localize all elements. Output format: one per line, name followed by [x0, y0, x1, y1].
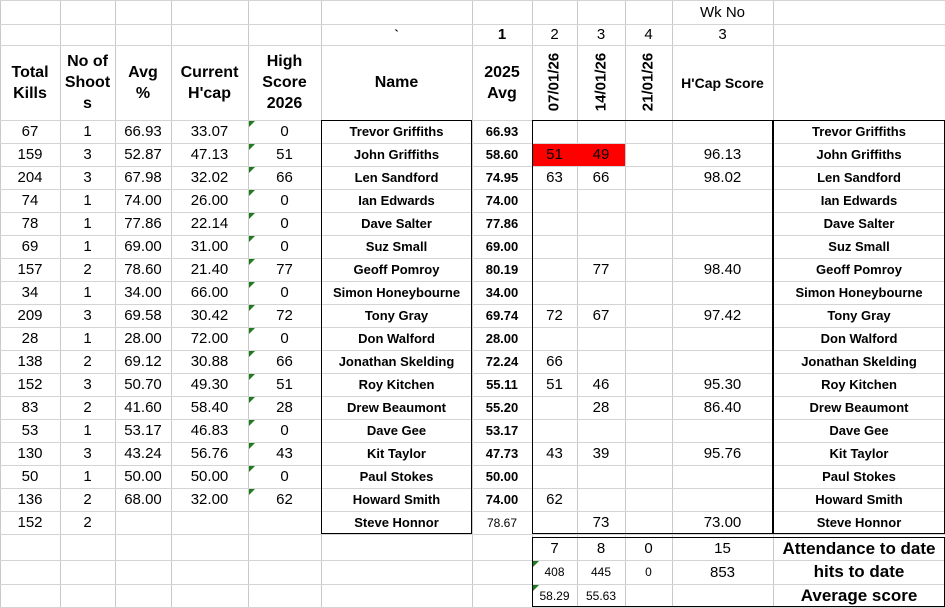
total-kills-cell: 69 [21, 238, 39, 255]
hcap-cell: 50.00 [190, 468, 229, 485]
week-3-score [625, 212, 672, 235]
avg-2025-cell: 50.00 [485, 469, 519, 484]
header-name: Name [374, 74, 419, 91]
player-name-right: Trevor Griffiths [812, 124, 906, 139]
week-2-score [577, 212, 625, 235]
header-total-kills-line: Kills [13, 84, 47, 102]
player-name: Ian Edwards [358, 193, 435, 208]
grid-hline [0, 0, 945, 1]
week-2-score: 67 [592, 307, 610, 324]
no-of-shoots-cell: 1 [83, 468, 92, 485]
total-kills-cell: 138 [17, 353, 43, 370]
hcap-score-cell: 98.40 [703, 261, 742, 278]
week-2-score: 28 [592, 399, 610, 416]
comment-marker [249, 190, 255, 196]
avg-cell: 41.60 [124, 399, 162, 416]
week-1-score [532, 465, 577, 488]
player-name: Trevor Griffiths [349, 124, 444, 139]
player-name-right: Kit Taylor [829, 446, 889, 461]
header-high-score-line: Score [262, 74, 307, 91]
total-kills-cell: 83 [21, 399, 39, 416]
hits-week-3: 0 [645, 565, 652, 579]
header-high-score [248, 45, 321, 120]
week-1-score: 43 [546, 445, 563, 462]
backtick-mark: ` [394, 27, 399, 42]
hits-week-1: 408 [544, 565, 565, 579]
hcap-score-cell: 95.30 [703, 376, 742, 393]
avg-2025-cell: 58.60 [485, 147, 519, 162]
player-name-right: Howard Smith [815, 492, 903, 507]
header-no-of-shoots-line: No of [67, 53, 108, 70]
week-3-score [625, 120, 672, 143]
high-score-cell: 0 [280, 123, 289, 140]
week-1-score: 51 [546, 146, 563, 163]
player-name-right: Steve Honnor [816, 515, 902, 530]
average-week-2: 55.63 [585, 588, 617, 603]
comment-marker [533, 561, 539, 567]
week-2-score [577, 488, 625, 511]
avg-cell: 50.70 [124, 376, 162, 393]
avg-cell: 69.58 [124, 307, 162, 324]
player-name-right: Paul Stokes [822, 469, 896, 484]
high-score-cell: 0 [280, 238, 289, 255]
hcap-score-cell [672, 419, 773, 442]
hcap-cell: 32.00 [190, 491, 229, 508]
average-label: Average score [800, 585, 918, 605]
hcap-score-cell [672, 120, 773, 143]
hcap-score-cell: 95.76 [703, 445, 742, 462]
avg-2025-cell: 74.00 [485, 193, 519, 208]
avg-2025-cell: 78.67 [486, 515, 518, 530]
player-name-right: Simon Honeybourne [795, 285, 923, 300]
no-of-shoots-cell: 3 [83, 146, 92, 163]
avg-2025-cell: 80.19 [485, 262, 519, 277]
comment-marker [249, 466, 255, 472]
week-2-score: 77 [592, 261, 610, 278]
player-name: John Griffiths [353, 147, 440, 162]
no-of-shoots-cell: 2 [83, 491, 92, 508]
no-of-shoots-cell: 1 [83, 215, 92, 232]
col-index-5: 3 [718, 26, 727, 43]
comment-marker [249, 351, 255, 357]
player-name-right: Drew Beaumont [809, 400, 909, 415]
hcap-cell: 46.83 [190, 422, 229, 439]
avg-2025-cell: 74.00 [485, 492, 519, 507]
week-1-score [532, 281, 577, 304]
high-score-cell: 66 [276, 169, 293, 186]
high-score-cell: 0 [280, 422, 289, 439]
comment-marker [249, 213, 255, 219]
week-1-score [532, 396, 577, 419]
high-score-cell: 0 [280, 284, 289, 301]
total-kills-cell: 209 [17, 307, 43, 324]
hcap-cell: 30.42 [190, 307, 229, 324]
no-of-shoots-cell: 1 [83, 422, 92, 439]
week-2-score: 49 [592, 146, 610, 163]
week-3-score [625, 511, 672, 534]
week-2-score [577, 120, 625, 143]
hcap-cell: 30.88 [190, 353, 229, 370]
hcap-cell: 26.00 [190, 192, 229, 209]
no-of-shoots-cell: 2 [83, 261, 92, 278]
no-of-shoots-cell: 1 [83, 238, 92, 255]
attendance-total: 15 [714, 540, 731, 557]
week-3-score [625, 327, 672, 350]
player-name-right: Ian Edwards [820, 193, 898, 208]
hits-total: 853 [709, 563, 736, 581]
player-name: Drew Beaumont [347, 400, 446, 415]
week-3-score [625, 419, 672, 442]
week-2-score: 39 [592, 445, 610, 462]
hcap-score-cell [672, 350, 773, 373]
week-1-score: 63 [546, 169, 563, 186]
week-1-score: 51 [546, 376, 563, 393]
comment-marker [249, 236, 255, 242]
player-name: Suz Small [365, 239, 428, 254]
high-score-cell: 0 [280, 468, 289, 485]
week-1-score: 62 [546, 491, 563, 508]
total-kills-cell: 136 [17, 491, 43, 508]
hcap-cell: 47.13 [190, 146, 229, 163]
player-name-right: Len Sandford [817, 170, 901, 185]
player-name-right: Dave Salter [823, 216, 895, 231]
avg-cell: 52.87 [124, 146, 162, 163]
total-kills-cell: 50 [21, 468, 39, 485]
week-3-score [625, 442, 672, 465]
no-of-shoots-cell: 2 [83, 514, 92, 531]
comment-marker [249, 397, 255, 403]
total-kills-cell: 78 [21, 215, 39, 232]
high-score-cell: 51 [276, 376, 293, 393]
avg-2025-cell: 55.11 [486, 377, 518, 392]
total-kills-cell: 157 [17, 261, 43, 278]
week-3-score [625, 465, 672, 488]
week-2-score: 66 [592, 169, 610, 186]
hcap-score-cell [672, 327, 773, 350]
no-of-shoots-cell: 3 [83, 169, 92, 186]
player-name-right: Tony Gray [827, 308, 891, 323]
header-current-hcap-line: Current [180, 63, 239, 81]
header-current-hcap-line: H'cap [188, 84, 231, 102]
comment-marker [249, 167, 255, 173]
player-name: Simon Honeybourne [332, 285, 461, 300]
player-name: Len Sandford [354, 170, 439, 185]
no-of-shoots-cell: 2 [83, 399, 92, 416]
week-3-score [625, 143, 672, 166]
player-name: Kit Taylor [367, 446, 426, 461]
week-2-score [577, 465, 625, 488]
no-of-shoots-cell: 1 [83, 330, 92, 347]
week-3-score [625, 281, 672, 304]
header-avg-pct-line: Avg [128, 63, 158, 81]
avg-2025-cell: 34.00 [485, 285, 519, 300]
hcap-cell [171, 511, 248, 534]
hcap-cell: 72.00 [190, 330, 229, 347]
comment-marker [249, 374, 255, 380]
player-name-right: Suz Small [828, 239, 890, 254]
total-kills-cell: 74 [21, 192, 39, 209]
hcap-score-cell: 98.02 [703, 169, 742, 186]
week-3-score [625, 166, 672, 189]
avg-2025-cell: 55.20 [485, 400, 519, 415]
total-kills-cell: 204 [17, 169, 43, 186]
hits-week-2: 445 [590, 565, 612, 579]
comment-marker [249, 121, 255, 127]
no-of-shoots-cell: 3 [83, 307, 92, 324]
week-2-score [577, 419, 625, 442]
hcap-score-cell [672, 189, 773, 212]
header-avg-pct-line: % [135, 84, 151, 102]
high-score-cell: 66 [276, 353, 293, 370]
week-2-score: 46 [592, 376, 610, 393]
hcap-score-cell [672, 212, 773, 235]
avg-cell: 53.17 [124, 422, 162, 439]
high-score-cell: 0 [280, 215, 289, 232]
attendance-week-1: 7 [550, 540, 559, 557]
hcap-score-cell: 96.13 [703, 146, 742, 163]
hcap-cell: 31.00 [190, 238, 229, 255]
hcap-score-cell: 73.00 [703, 514, 742, 531]
avg-cell: 78.60 [124, 261, 162, 278]
hcap-cell: 49.30 [190, 376, 229, 393]
header-total-kills-line: Total [11, 63, 49, 81]
avg-cell: 67.98 [124, 169, 162, 186]
avg-cell: 74.00 [124, 192, 162, 209]
total-kills-cell: 53 [21, 422, 39, 439]
week-3-score [625, 258, 672, 281]
week-3-score [625, 304, 672, 327]
player-name-right: Roy Kitchen [821, 377, 897, 392]
player-name: Jonathan Skelding [338, 354, 455, 369]
avg-cell: 66.93 [124, 123, 162, 140]
total-kills-cell: 67 [21, 123, 39, 140]
header-no-of-shoots-line: Shoot [64, 74, 111, 91]
header-hcap-score: H'Cap Score [681, 74, 764, 91]
hcap-score-cell [672, 281, 773, 304]
attendance-label: Attendance to date [782, 538, 936, 558]
attendance-week-2: 8 [596, 540, 606, 557]
total-kills-cell: 130 [17, 445, 43, 462]
avg-cell: 34.00 [124, 284, 162, 301]
no-of-shoots-cell: 1 [83, 284, 92, 301]
header-date-3: 21/01/26 [639, 52, 657, 112]
header-2025-avg [472, 45, 532, 120]
high-score-cell: 43 [276, 445, 293, 462]
hcap-score-cell [672, 488, 773, 511]
no-of-shoots-cell: 2 [83, 353, 92, 370]
high-score-cell: 72 [276, 307, 293, 324]
week-1-score [532, 419, 577, 442]
week-1-score [532, 511, 577, 534]
avg-2025-cell: 77.86 [485, 216, 519, 231]
high-score-cell: 62 [276, 491, 293, 508]
hcap-cell: 32.02 [190, 169, 229, 186]
week-1-score [532, 235, 577, 258]
avg-2025-cell: 69.74 [485, 308, 519, 323]
header-2025-avg-line: Avg [487, 84, 517, 102]
hcap-cell: 56.76 [190, 445, 229, 462]
header-high-score-line: High [266, 53, 303, 70]
high-score-cell [248, 511, 321, 534]
player-name: Steve Honnor [354, 515, 439, 530]
avg-cell: 68.00 [124, 491, 162, 508]
hcap-cell: 33.07 [190, 123, 229, 140]
player-name: Dave Salter [361, 216, 432, 231]
header-avg-pct [115, 45, 171, 120]
total-kills-cell: 152 [17, 514, 43, 531]
avg-cell: 69.00 [124, 238, 162, 255]
average-week-1: 58.29 [539, 588, 570, 603]
avg-2025-cell: 47.73 [485, 446, 519, 461]
avg-cell: 43.24 [124, 445, 162, 462]
no-of-shoots-cell: 3 [83, 445, 92, 462]
comment-marker [249, 443, 255, 449]
comment-marker [249, 144, 255, 150]
col-index-4: 4 [644, 26, 653, 43]
avg-cell: 69.12 [124, 353, 162, 370]
week-2-score [577, 281, 625, 304]
avg-2025-cell: 53.17 [485, 423, 519, 438]
week-1-score [532, 327, 577, 350]
week-1-score [532, 189, 577, 212]
player-name: Don Walford [358, 331, 435, 346]
player-name-right: John Griffiths [816, 147, 902, 162]
comment-marker [533, 585, 539, 591]
hcap-cell: 58.40 [190, 399, 229, 416]
week-1-score [532, 258, 577, 281]
hcap-score-cell: 86.40 [703, 399, 742, 416]
grid-hline [0, 534, 945, 535]
week-3-score [625, 235, 672, 258]
attendance-week-3: 0 [644, 540, 653, 557]
high-score-cell: 51 [276, 146, 293, 163]
header-date-2: 14/01/26 [592, 52, 610, 112]
player-name: Roy Kitchen [358, 377, 435, 392]
high-score-cell: 0 [280, 192, 289, 209]
player-name-right: Dave Gee [829, 423, 889, 438]
hcap-cell: 21.40 [190, 261, 229, 278]
player-name-right: Jonathan Skelding [801, 354, 917, 369]
col-index-1: 1 [497, 26, 507, 43]
hcap-score-cell [672, 465, 773, 488]
total-kills-cell: 34 [21, 284, 39, 301]
header-high-score-line: 2026 [266, 95, 303, 112]
week-3-score [625, 350, 672, 373]
player-name: Tony Gray [364, 308, 429, 323]
wk-no-label: Wk No [700, 3, 745, 21]
no-of-shoots-cell: 3 [83, 376, 92, 393]
week-3-score [625, 373, 672, 396]
avg-cell [115, 511, 171, 534]
header-date-1: 07/01/26 [545, 52, 563, 112]
avg-cell: 28.00 [124, 330, 162, 347]
avg-2025-cell: 66.93 [485, 124, 519, 139]
player-name: Dave Gee [366, 423, 427, 438]
no-of-shoots-cell: 1 [83, 123, 92, 140]
player-name: Geoff Pomroy [353, 262, 440, 277]
comment-marker [249, 259, 255, 265]
week-1-score [532, 212, 577, 235]
hcap-score-cell: 97.42 [703, 307, 742, 324]
high-score-cell: 28 [276, 399, 293, 416]
week-3-score [625, 189, 672, 212]
comment-marker [249, 328, 255, 334]
header-2025-avg-line: 2025 [484, 63, 520, 81]
col-index-2: 2 [550, 26, 559, 43]
player-name: Howard Smith [352, 492, 441, 507]
total-kills-cell: 28 [21, 330, 39, 347]
header-no-of-shoots [60, 45, 115, 120]
avg-cell: 50.00 [124, 468, 162, 485]
player-name-right: Don Walford [820, 331, 898, 346]
week-2-score [577, 235, 625, 258]
week-1-score [532, 120, 577, 143]
high-score-cell: 0 [280, 330, 289, 347]
total-kills-cell: 159 [17, 146, 43, 163]
comment-marker [249, 420, 255, 426]
week-1-score: 66 [546, 353, 563, 370]
comment-marker [249, 489, 255, 495]
comment-marker [249, 282, 255, 288]
header-no-of-shoots-line: s [83, 95, 92, 112]
hits-label: hits to date [813, 562, 905, 581]
hcap-cell: 66.00 [190, 284, 229, 301]
avg-2025-cell: 28.00 [485, 331, 519, 346]
hcap-score-cell [672, 235, 773, 258]
week-3-score [625, 488, 672, 511]
week-2-score: 73 [592, 514, 610, 531]
high-score-cell: 77 [276, 261, 293, 278]
header-total-kills [0, 45, 60, 120]
week-3-score [625, 396, 672, 419]
player-name: Paul Stokes [359, 469, 434, 484]
header-current-hcap [171, 45, 248, 120]
avg-2025-cell: 74.95 [485, 170, 519, 185]
avg-cell: 77.86 [124, 215, 162, 232]
player-name-right: Geoff Pomroy [816, 262, 902, 277]
week-2-score [577, 350, 625, 373]
avg-2025-cell: 72.24 [485, 354, 519, 369]
comment-marker [249, 305, 255, 311]
avg-2025-cell: 69.00 [485, 239, 519, 254]
week-2-score [577, 327, 625, 350]
week-2-score [577, 189, 625, 212]
hcap-cell: 22.14 [190, 215, 229, 232]
col-index-3: 3 [596, 26, 606, 43]
total-kills-cell: 152 [17, 376, 43, 393]
no-of-shoots-cell: 1 [83, 192, 92, 209]
week-1-score: 72 [546, 307, 563, 324]
